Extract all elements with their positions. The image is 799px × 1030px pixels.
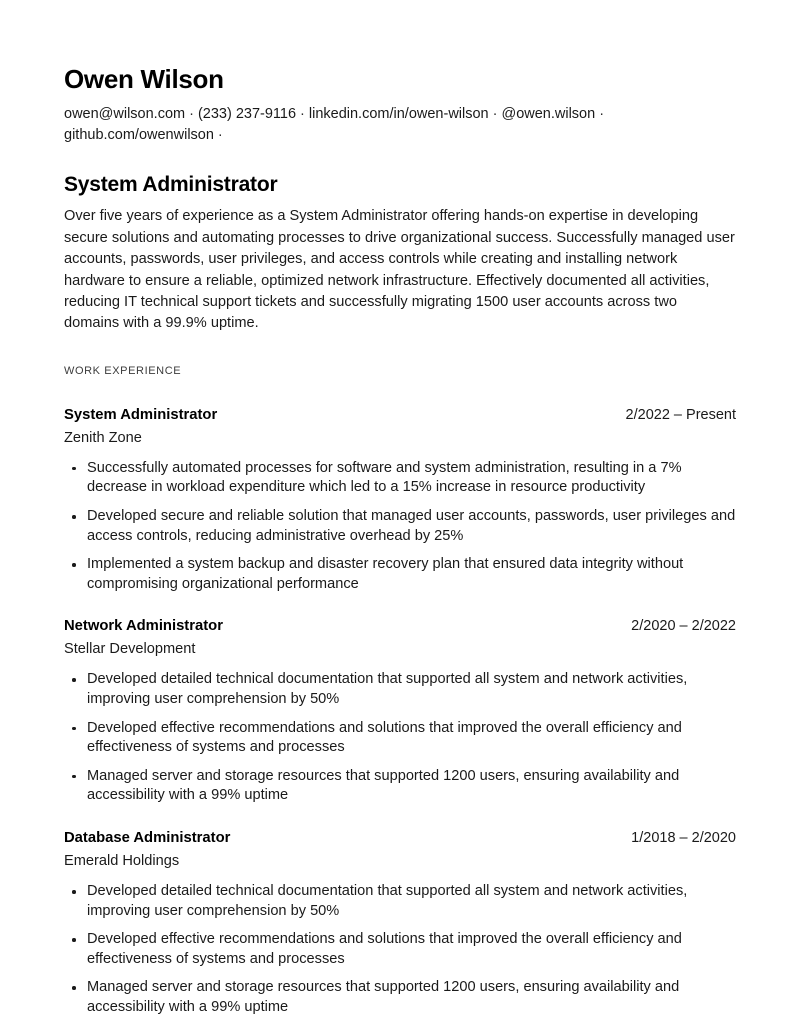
job-title: Network Administrator xyxy=(64,618,223,635)
work-experience-list xyxy=(64,405,736,1018)
contact-separator-dot: · xyxy=(300,106,305,123)
job-bullet-list xyxy=(64,459,736,595)
job-title: Database Administrator xyxy=(64,830,231,846)
resume-header xyxy=(64,64,736,146)
contact-separator-dot: · xyxy=(599,106,605,123)
job-bullet-item: Developed detailed technical documentation that supported all system and network activities, improving user comprehension by 50% xyxy=(64,670,736,709)
job-bullet-list xyxy=(64,882,736,1018)
job-company-name: Emerald Holdings xyxy=(64,853,180,869)
job-bullet-item: Implemented a system backup and disaster recovery plan that ensured data integrity without compromising organizational performance xyxy=(64,555,736,594)
job-bullet-item: Managed server and storage resources that supported 1200 users, ensuring availability and accessibility with a 99% uptime xyxy=(64,767,736,806)
contact-separator-dot: · xyxy=(217,127,223,144)
job-company-name: Stellar Development xyxy=(64,641,196,658)
job-date-range: 2/2022 – Present xyxy=(625,406,736,423)
contact-item[interactable]: github.com/owenwilson xyxy=(64,127,214,144)
professional-summary-text: Over five years of experience as a System Administrator offering hands-on expertise in developing secure solutions and automating processes to drive organizational success. Successfully managed user accounts, passwords, user privileges, and access controls while creating and installing network hardware to ensure a reliable, optimized network infrastructure. Effectively documented all activities, reducing IT technical support tickets and successfully migrating 1500 user accounts across two domains with a 99.9% uptime. xyxy=(64,208,735,332)
job-date-range: 2/2020 – 2/2022 xyxy=(631,618,736,635)
job-bullet-item: Developed secure and reliable solution that managed user accounts, passwords, user privileges and access controls, reducing administrative overhead by 25% xyxy=(64,507,736,546)
job-bullet-item: Successfully automated processes for software and system administration, resulting in a 7% decrease in workload expenditure which led to a 15% increase in resource productivity xyxy=(64,459,736,498)
job-target-title: System Administrator xyxy=(64,173,278,197)
job-bullet-item: Developed effective recommendations and solutions that improved the overall efficiency and effectiveness of systems and processes xyxy=(64,719,736,758)
job-header-row xyxy=(64,405,736,425)
job-bullet-item: Developed effective recommendations and solutions that improved the overall efficiency and effectiveness of systems and processes xyxy=(64,930,736,969)
candidate-name: Owen Wilson xyxy=(64,64,224,94)
summary-section xyxy=(64,172,736,335)
job-date-range: 1/2018 – 2/2020 xyxy=(631,830,736,846)
contact-item[interactable]: @owen.wilson xyxy=(501,106,596,123)
work-experience-entry xyxy=(64,828,736,1018)
job-header-row xyxy=(64,828,736,848)
contact-item[interactable]: linkedin.com/in/owen-wilson xyxy=(308,106,489,123)
work-experience-section xyxy=(64,365,736,1018)
contact-item[interactable]: owen@wilson.com xyxy=(64,106,186,123)
job-header-row xyxy=(64,616,736,636)
contact-separator-dot: · xyxy=(189,106,194,123)
job-bullet-item: Managed server and storage resources that supported 1200 users, ensuring availability and accessibility with a 99% uptime xyxy=(64,978,736,1017)
contact-separator-dot: · xyxy=(492,106,498,123)
work-experience-label: WORK EXPERIENCE xyxy=(64,364,182,377)
job-title: System Administrator xyxy=(64,406,218,423)
contact-item[interactable]: (233) 237-9116 xyxy=(197,106,297,123)
job-bullet-item: Developed detailed technical documentation that supported all system and network activities, improving user comprehension by 50% xyxy=(64,882,736,921)
job-bullet-list xyxy=(64,670,736,806)
work-experience-entry xyxy=(64,405,736,595)
contact-info-line xyxy=(64,104,704,146)
work-experience-entry xyxy=(64,616,736,806)
job-company-name: Zenith Zone xyxy=(64,429,142,446)
